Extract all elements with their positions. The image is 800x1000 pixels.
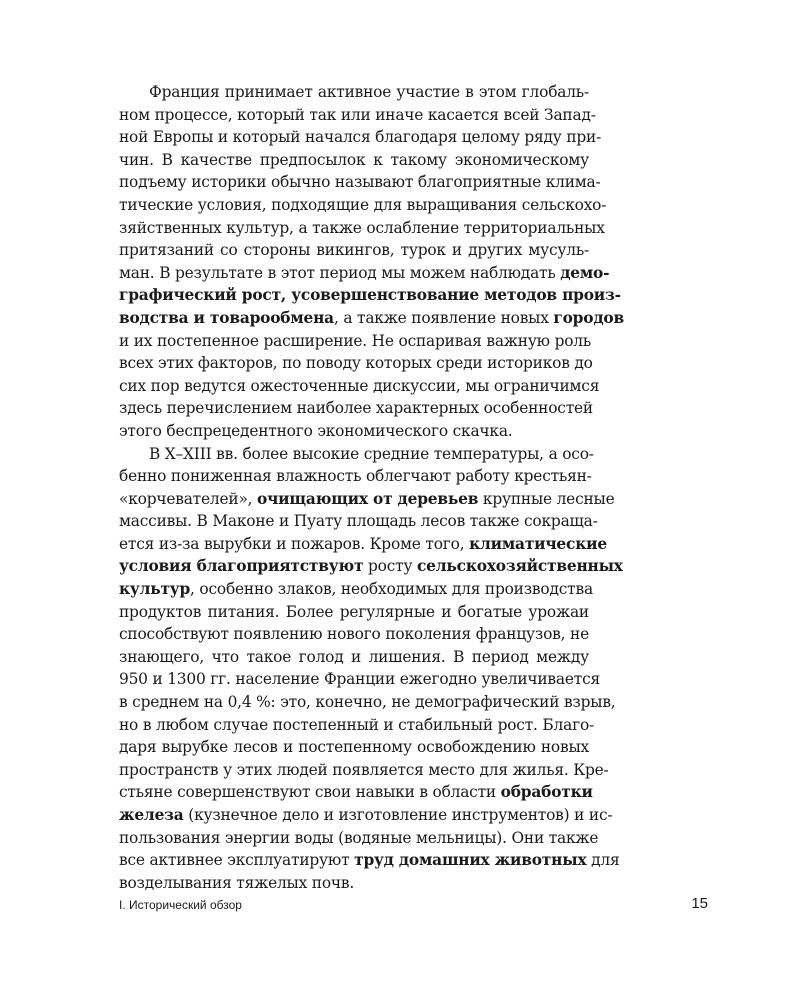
text-line (119, 533, 607, 556)
text-line (119, 420, 589, 443)
text-line (119, 81, 589, 104)
text-line (119, 849, 620, 872)
text-line (119, 284, 621, 307)
text-line (119, 194, 607, 217)
text-line (119, 601, 589, 624)
text-line (119, 555, 623, 578)
body-text (119, 81, 624, 894)
text-line (119, 443, 594, 466)
text-run: , особенно злаков, необходимых для производства (190, 580, 593, 599)
text-run: бенно пониженная влажность облегчают работу крестьян- (119, 467, 592, 486)
text-run: здесь перечислением наиболее характерных особенностей (119, 399, 593, 418)
text-run: чин. В качестве предпосылок к такому экономическому (119, 150, 589, 169)
text-line (119, 149, 589, 172)
text-run: для (586, 851, 620, 870)
text-run: даря вырубке лесов и постепенному освобождению новых (119, 738, 589, 757)
text-run: В X–XIII вв. более высокие средние температуры, а осо- (149, 444, 594, 463)
paragraph (119, 81, 624, 443)
bold-text-run: графический рост, усовершенствование методов произ- (119, 286, 621, 305)
text-line (119, 375, 600, 398)
text-line (119, 804, 613, 827)
page-footer (119, 895, 708, 915)
bold-text-run: железа (119, 806, 184, 824)
text-line (119, 872, 589, 895)
bold-text-run: сельскохозяйственных (417, 557, 623, 576)
bold-text-run: водства и товарообмена (119, 308, 334, 327)
text-run: ется из-за вырубки и пожаров. Кроме того, (119, 534, 470, 553)
text-run: и их постепенное расширение. Не оспаривая важную роль (119, 331, 592, 350)
text-line (119, 307, 624, 330)
text-run: росту (363, 557, 417, 576)
bold-text-run: демо- (560, 263, 610, 282)
bold-text-run: климатические (469, 534, 607, 553)
text-line (119, 239, 589, 262)
paragraph (119, 443, 623, 895)
text-line (119, 736, 589, 759)
text-line (119, 262, 610, 285)
text-run: ном процессе, который так или иначе касается всей Запад- (119, 105, 596, 124)
text-run: , а также появление новых (333, 308, 554, 327)
text-line (119, 397, 593, 420)
text-line (119, 104, 596, 127)
text-line (119, 488, 615, 511)
text-line (119, 781, 593, 804)
text-run: тические условия, подходящие для выращивания сельскохо- (119, 195, 607, 214)
text-run: «корчевателей», (119, 489, 258, 508)
bold-text-run: очищающих от деревьев (257, 489, 479, 508)
text-run: массивы. В Маконе и Пуату площадь лесов также сокраща- (119, 512, 598, 531)
bold-text-run: труд домашних животных (354, 851, 587, 870)
text-line (119, 465, 592, 488)
text-line (119, 126, 602, 149)
text-run: (кузнечное дело и изготовление инструментов) и ис- (183, 806, 613, 824)
text-run: притязаний со стороны викингов, турок и других мусуль- (119, 241, 589, 260)
text-run: стьяне совершенствуют свои навыки в области (119, 783, 501, 802)
text-line (119, 668, 601, 691)
text-line (119, 352, 593, 375)
text-run: но в любом случае постепенный и стабильный рост. Благо- (119, 715, 595, 734)
text-line (119, 623, 589, 646)
text-line (119, 759, 609, 782)
text-line (119, 714, 595, 737)
text-run: в среднем на 0,4 %: это, конечно, не демографический взрыв, (119, 693, 616, 712)
page-number: 15 (691, 895, 708, 912)
text-run: всех этих факторов, по поводу которых среди историков до (119, 354, 593, 373)
text-line (119, 691, 616, 714)
text-run: возделывания тяжелых почв. (119, 873, 355, 892)
text-run: пользования энергии воды (водяные мельницы). Они также (119, 828, 599, 847)
text-run: ман. В результате в этот период мы можем наблюдать (119, 263, 561, 282)
text-line (119, 510, 598, 533)
bold-text-run: культур (119, 580, 191, 599)
running-section-title: I. Исторический обзор (119, 898, 242, 912)
text-line (119, 171, 601, 194)
text-line (119, 646, 589, 669)
text-run: знающего, что такое голод и лишения. В период между (119, 647, 589, 666)
text-run: Франция принимает активное участие в этом глобаль- (149, 83, 589, 101)
text-run: пространств у этих людей появляется место для жилья. Кре- (119, 760, 609, 779)
bold-text-run: городов (553, 308, 624, 327)
bold-text-run: обработки (500, 783, 593, 802)
text-run: все активнее эксплуатируют (119, 851, 355, 870)
text-run: этого беспрецедентного экономического скачка. (119, 421, 513, 440)
text-line (119, 827, 599, 850)
text-line (119, 217, 605, 240)
text-run: зяйственных культур, а также ослабление территориальных (119, 218, 605, 237)
text-run: сих пор ведутся ожесточенные дискуссии, мы ограничимся (119, 376, 600, 395)
text-run: способствуют появлению нового поколения французов, не (119, 625, 589, 644)
text-run: крупные лесные (478, 489, 615, 508)
text-run: 950 и 1300 гг. население Франции ежегодно увеличивается (119, 670, 601, 689)
bold-text-run: условия благоприятствуют (119, 557, 364, 576)
text-run: продуктов питания. Более регулярные и богатые урожаи (119, 602, 589, 621)
text-line (119, 578, 593, 601)
text-line (119, 330, 592, 353)
text-run: ной Европы и который начался благодаря целому ряду при- (119, 128, 602, 147)
text-run: подъему историки обычно называют благоприятные клима- (119, 173, 601, 192)
